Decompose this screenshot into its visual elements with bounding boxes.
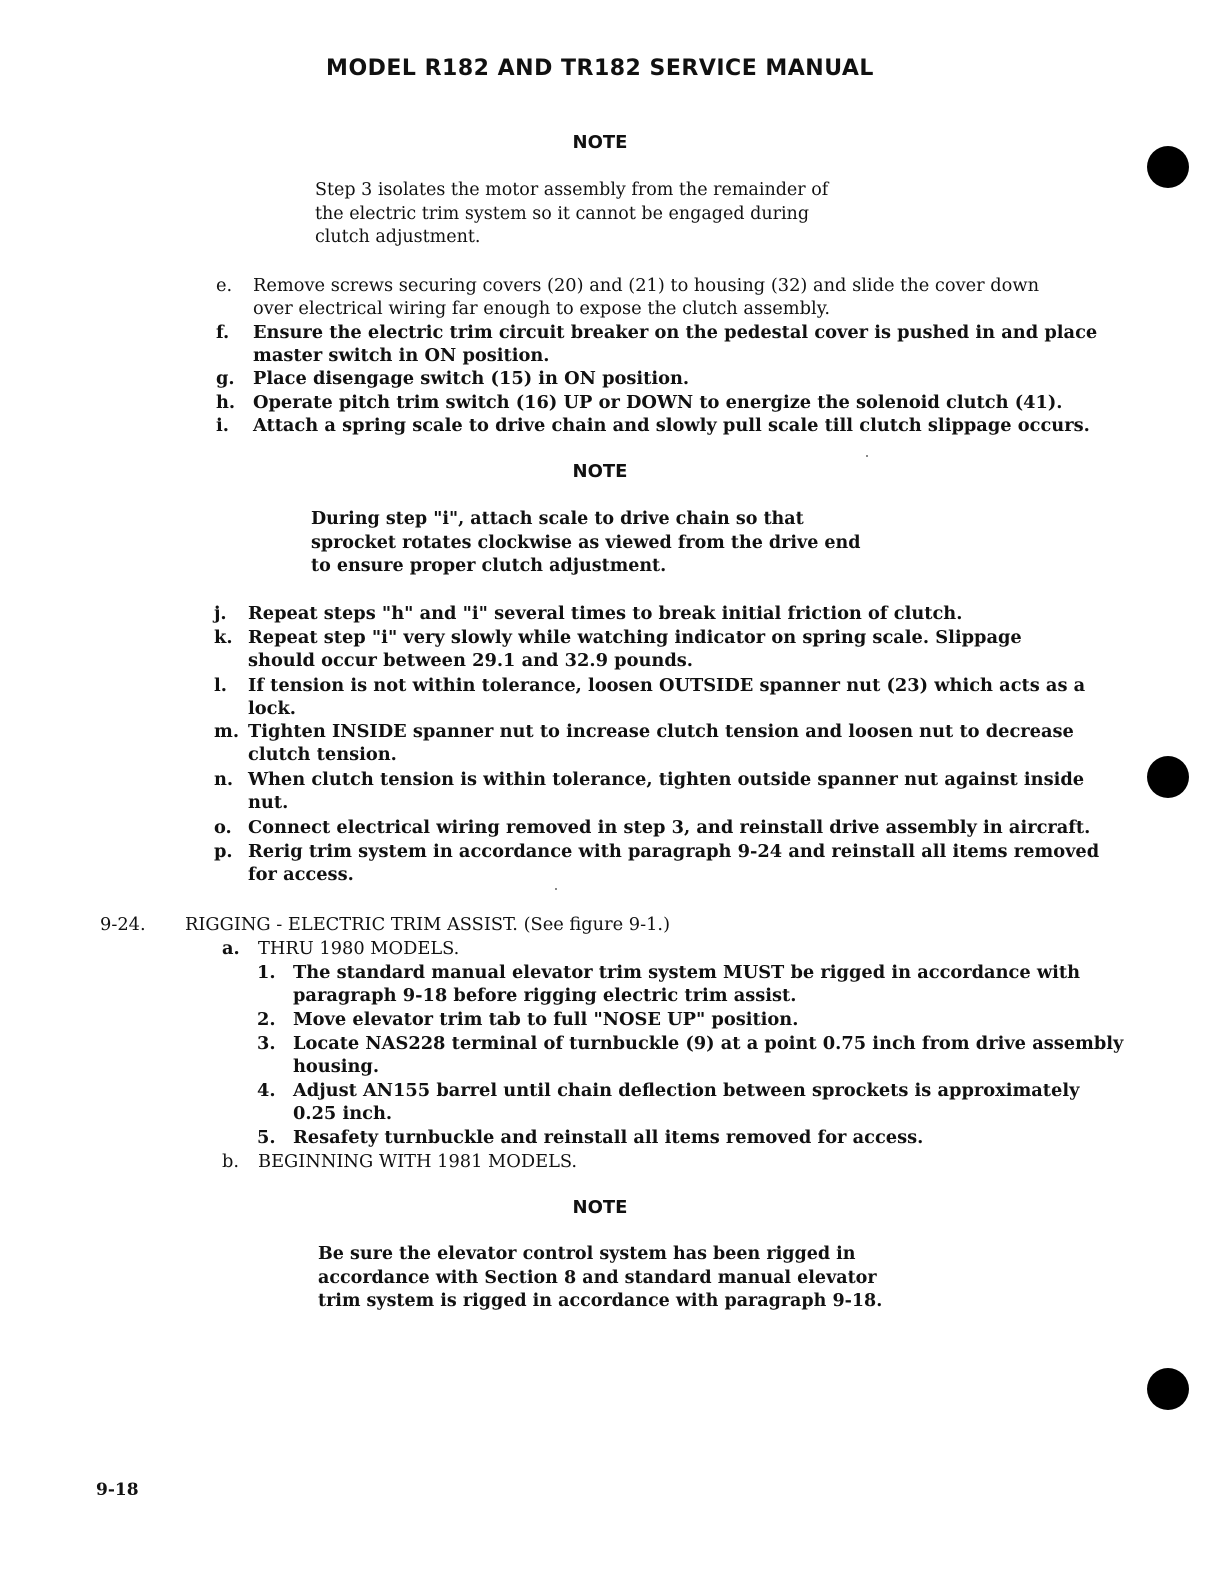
item-label: 5. — [257, 1127, 276, 1148]
item-line: Adjust AN155 barrel until chain deflection between sprockets is approximately — [293, 1080, 1080, 1101]
section-step-2 — [257, 1008, 1127, 1031]
item-label: 3. — [257, 1033, 276, 1054]
list-item-e — [216, 274, 1116, 321]
item-line: lock. — [248, 698, 296, 720]
page-title: MODEL R182 AND TR182 SERVICE MANUAL — [326, 56, 874, 81]
item-line: Repeat step "i" very slowly while watching indicator on spring scale. Slippage — [248, 627, 1022, 648]
item-label: g. — [216, 368, 235, 389]
item-line: Remove screws securing covers (20) and (21) to housing (32) and slide the cover down — [253, 275, 1040, 296]
list-item-m — [214, 720, 1114, 767]
item-label: h. — [216, 392, 236, 413]
item-label: 2. — [257, 1009, 276, 1030]
item-line: Ensure the electric trim circuit breaker on the pedestal cover is pushed in and place — [253, 322, 1098, 343]
section-number: 9-24. — [100, 914, 146, 935]
item-line: for access. — [248, 864, 354, 886]
item-label: a. — [222, 938, 240, 959]
item-line: over electrical wiring far enough to expose the clutch assembly. — [253, 298, 831, 320]
section-step-1 — [257, 961, 1127, 1008]
item-label: o. — [214, 817, 232, 838]
item-line: clutch tension. — [248, 744, 397, 766]
item-line: Repeat steps "h" and "i" several times to break initial friction of clutch. — [248, 603, 963, 624]
item-label: p. — [214, 841, 233, 862]
note-2-line: sprocket rotates clockwise as viewed from the drive end — [311, 532, 861, 553]
item-label: j. — [214, 603, 227, 624]
list-item-l — [214, 674, 1114, 721]
item-label: f. — [216, 322, 230, 343]
item-label: b. — [222, 1151, 240, 1172]
item-line: Rerig trim system in accordance with paragraph 9-24 and reinstall all items removed — [248, 841, 1100, 862]
section-step-5 — [257, 1126, 1127, 1149]
list-item-k — [214, 626, 1114, 673]
item-label: n. — [214, 769, 234, 790]
item-line: Attach a spring scale to drive chain and slowly pull scale till clutch slippage occurs. — [253, 415, 1090, 436]
item-label: 4. — [257, 1080, 276, 1101]
note-3-line: accordance with Section 8 and standard manual elevator — [318, 1267, 877, 1288]
section-step-3 — [257, 1032, 1127, 1079]
note-2-line: During step "i", attach scale to drive chain so that — [311, 509, 804, 529]
list-item-h — [216, 391, 1116, 414]
page-number: 9-18 — [96, 1480, 139, 1500]
list-item-o — [214, 816, 1114, 839]
item-line: Locate NAS228 terminal of turnbuckle (9) at a point 0.75 inch from drive assembly — [293, 1033, 1124, 1054]
scan-speck — [555, 888, 557, 890]
item-line: Move elevator trim tab to full "NOSE UP" position. — [293, 1009, 799, 1030]
note-2-line: to ensure proper clutch adjustment. — [311, 556, 667, 576]
note-2-body — [311, 508, 861, 579]
item-line: nut. — [248, 792, 289, 814]
note-2-heading: NOTE — [572, 461, 628, 482]
note-1-heading: NOTE — [572, 132, 628, 153]
item-line: housing. — [293, 1056, 380, 1078]
note-1-body — [315, 179, 828, 250]
list-item-i — [216, 414, 1116, 437]
item-line: Tighten INSIDE spanner nut to increase clutch tension and loosen nut to decrease — [248, 721, 1074, 742]
note-1-line: the electric trim system so it cannot be engaged during — [315, 203, 810, 224]
note-3-line: Be sure the elevator control system has been rigged in — [318, 1244, 856, 1264]
subsection-b-text: BEGINNING WITH 1981 MODELS. — [258, 1151, 578, 1172]
list-item-n — [214, 768, 1114, 815]
note-3-heading: NOTE — [572, 1197, 628, 1218]
note-1-line: clutch adjustment. — [315, 227, 481, 247]
item-line: 0.25 inch. — [293, 1103, 393, 1125]
section-title: RIGGING - ELECTRIC TRIM ASSIST. (See figure 9-1.) — [185, 914, 671, 935]
item-label: k. — [214, 627, 233, 648]
item-label: e. — [216, 275, 233, 296]
note-3-body — [318, 1243, 882, 1314]
item-line: Connect electrical wiring removed in step 3, and reinstall drive assembly in aircraft. — [248, 817, 1091, 838]
subsection-b — [222, 1150, 1102, 1173]
binder-hole-bottom — [1147, 1368, 1189, 1410]
scan-speck — [866, 455, 868, 457]
item-label: l. — [214, 675, 227, 696]
item-line: master switch in ON position. — [253, 345, 550, 367]
list-item-j — [214, 602, 1114, 625]
item-line: Place disengage switch (15) in ON position. — [253, 368, 690, 389]
item-line: paragraph 9-18 before rigging electric trim assist. — [293, 985, 797, 1007]
list-item-f — [216, 321, 1116, 368]
binder-hole-middle — [1147, 756, 1189, 798]
item-label: m. — [214, 721, 240, 742]
note-1-line: Step 3 isolates the motor assembly from the remainder of — [315, 180, 829, 200]
item-label: i. — [216, 415, 229, 436]
subsection-a-text: THRU 1980 MODELS. — [258, 938, 460, 959]
item-line: If tension is not within tolerance, loosen OUTSIDE spanner nut (23) which acts as a — [248, 675, 1086, 696]
item-line: Operate pitch trim switch (16) UP or DOWN to energize the solenoid clutch (41). — [253, 392, 1063, 413]
section-step-4 — [257, 1079, 1127, 1126]
note-3-line: trim system is rigged in accordance with paragraph 9-18. — [318, 1291, 883, 1311]
item-line: Resafety turnbuckle and reinstall all items removed for access. — [293, 1127, 924, 1148]
list-item-g — [216, 367, 1116, 390]
item-label: 1. — [257, 962, 276, 983]
item-line: The standard manual elevator trim system MUST be rigged in accordance with — [293, 962, 1081, 983]
list-item-p — [214, 840, 1114, 887]
item-line: When clutch tension is within tolerance, tighten outside spanner nut against inside — [248, 769, 1085, 790]
subsection-a — [222, 937, 1102, 960]
item-line: should occur between 29.1 and 32.9 pounds. — [248, 650, 693, 672]
